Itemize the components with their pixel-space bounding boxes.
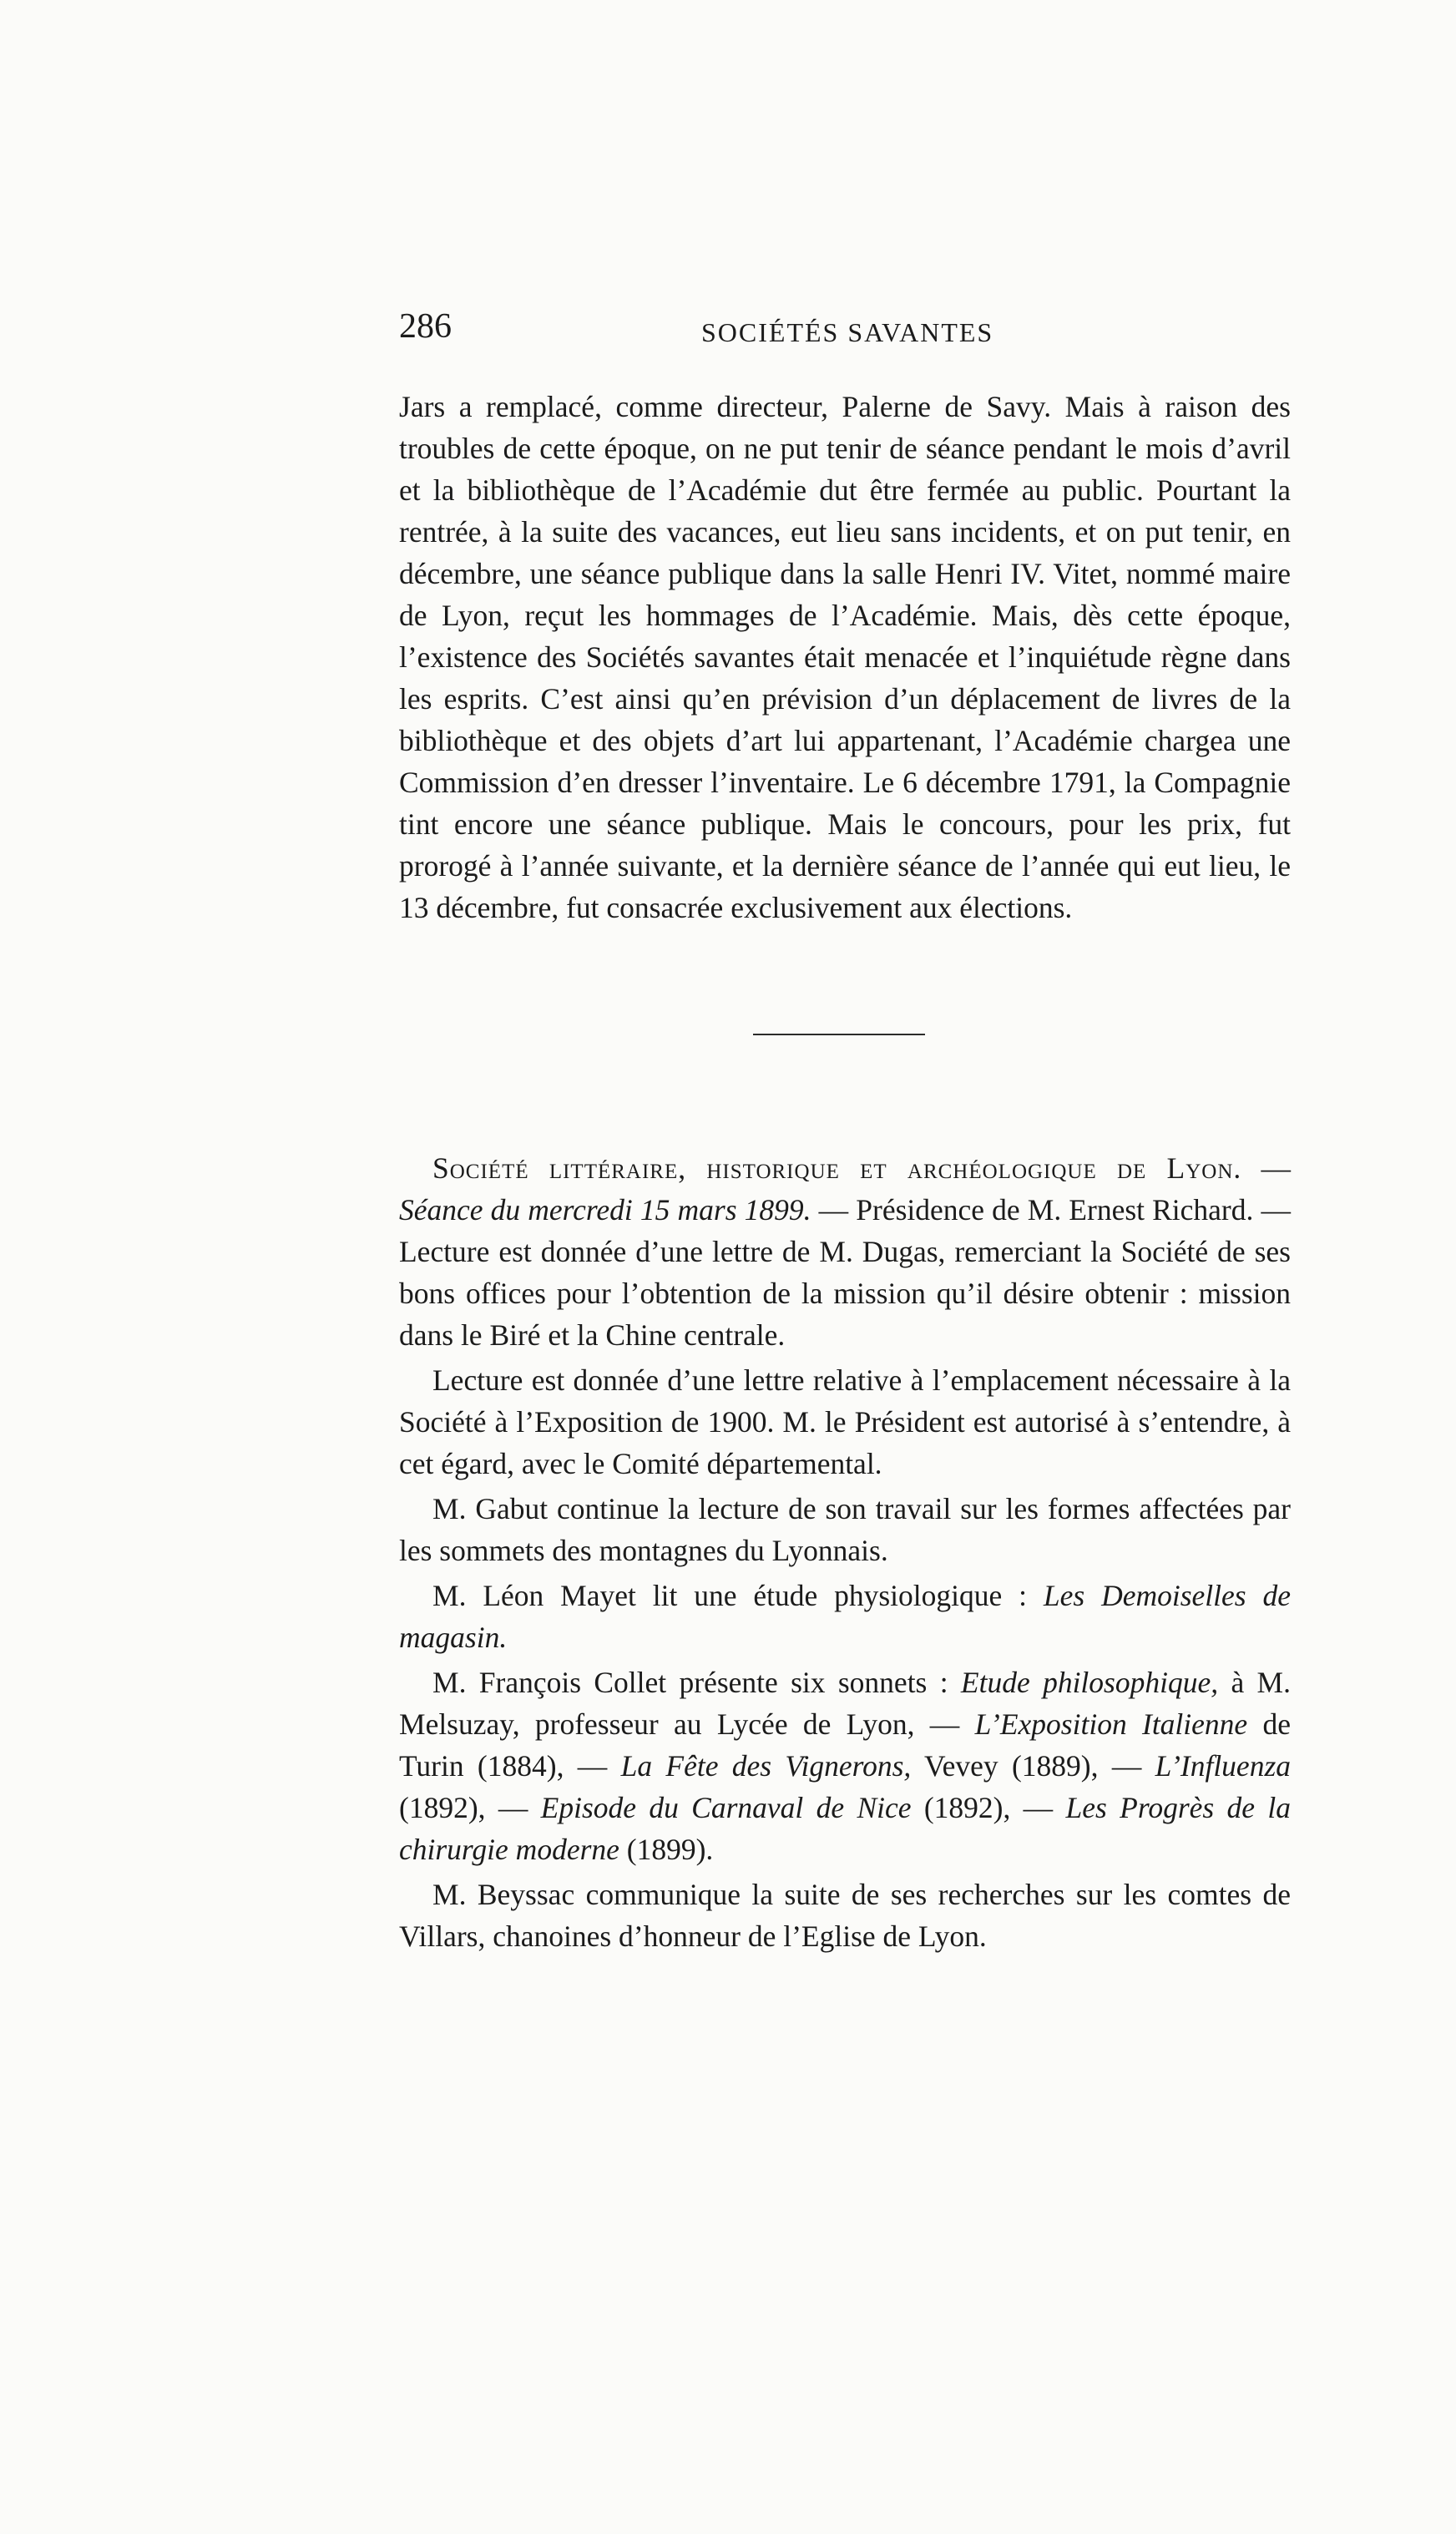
collet-title-6: Les Progrès de la chirurgie moderne [399, 1791, 1291, 1866]
collet-title-1: Etude philosophique, [960, 1666, 1219, 1699]
running-head: SOCIÉTÉS SAVANTES [701, 317, 994, 347]
collet-text-3: de Turin (1884), — [399, 1707, 1291, 1783]
paragraph-academie: Jars a remplacé, comme directeur, Palerne de Savy. Mais à raison des troubles de cette époque, on ne put tenir de séance pendant le mois d’avril et la bibliothèque de l’Académie dut être fermée au public. Pourtant la rentrée, à la suite des vacances, eut lieu sans incidents, et on put tenir, en décembre, une séance publique dans la salle Henri IV. Vitet, nommé maire de Lyon, reçut les hommages de l’Académie. Mais, dès cette époque, l’existence des Sociétés savantes était menacée et l’inquiétude règne dans les esprits. C’est ainsi qu’en prévision d’un déplacement de livres de la bibliothèque et des objets d’art lui appartenant, l’Académie chargea une Commission d’en dresser l’inventaire. Le 6 décembre 1791, la Compagnie tint encore une séance publique. Mais le concours, pour les prix, fut prorogé à l’année suivante, et la dernière séance de l’année qui eut lieu, le 13 décembre, fut consacrée exclusivement aux élections. [399, 390, 1291, 924]
separator-rule [753, 1034, 925, 1035]
collet-title-2: L’Exposition Italienne [974, 1707, 1248, 1741]
paragraph-mayet [399, 1575, 1291, 1658]
paragraph-intro [399, 1147, 1291, 1356]
session-date: Séance du mercredi 15 mars 1899. [399, 1193, 811, 1227]
paragraph-collet [399, 1662, 1291, 1870]
society-name: Société littéraire, historique et archéologique de Lyon. [432, 1151, 1242, 1185]
collet-title-5: Episode du Carnaval de Nice [540, 1791, 912, 1824]
collet-title-3: La Fête des Vignerons, [620, 1749, 912, 1783]
mayet-title: Les Demoiselles de magasin. [399, 1579, 1291, 1654]
intro-text: — Présidence de M. Ernest Richard. — Lecture est donnée d’une lettre de M. Dugas, remerciant la Société de ses bons offices pour l’obtention de la mission qu’il désire obtenir : mission dans le Biré et la Chine centrale. [399, 1193, 1291, 1352]
section-2 [399, 1144, 1291, 1957]
paragraph-gabut: M. Gabut continue la lecture de son travail sur les formes affectées par les sommets des montagnes du Lyonnais. [399, 1492, 1291, 1567]
collet-text-2: à M. Melsuzay, professeur au Lycée de Lyon, — [399, 1666, 1291, 1741]
collet-text-5: (1892), — [399, 1791, 541, 1824]
paragraph-exposition: Lecture est donnée d’une lettre relative à l’emplacement nécessaire à la Société à l’Exposition de 1900. M. le Président est autorisé à s’entendre, à cet égard, avec le Comité départemental. [399, 1363, 1291, 1480]
collet-text-1: M. François Collet présente six sonnets : [432, 1666, 961, 1699]
page-number: 286 [399, 307, 452, 346]
mayet-text: M. Léon Mayet lit une étude physiologique : [432, 1579, 1044, 1612]
collet-text-4: Vevey (1889), — [911, 1749, 1155, 1783]
section-1 [399, 386, 1291, 928]
intro-dash: — [1241, 1151, 1292, 1185]
collet-text-7: (1899). [619, 1833, 714, 1866]
collet-text-6: (1892), — [911, 1791, 1066, 1824]
paragraph-beyssac: M. Beyssac communique la suite de ses recherches sur les comtes de Villars, chanoines d’honneur de l’Eglise de Lyon. [399, 1878, 1291, 1953]
collet-title-4: L’Influenza [1155, 1749, 1292, 1783]
